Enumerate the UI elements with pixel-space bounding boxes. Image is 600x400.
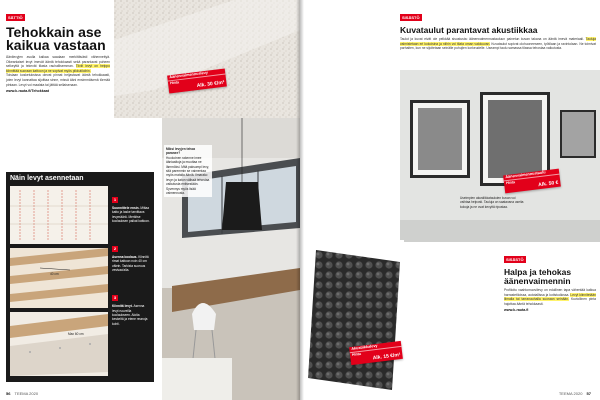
right-kicker: SISÄSTÖ	[402, 15, 420, 20]
step-number-1: 1	[113, 197, 117, 202]
callout-title: Miksi levyjen tehoa paranee?	[166, 147, 196, 156]
step-2-head: Asenna koolaus.	[112, 255, 138, 260]
spread-fold-shadow	[296, 0, 304, 400]
price-tag-left-product: Äänenvaimennuslevy	[167, 69, 225, 82]
howto-step-3	[112, 286, 150, 325]
dimension-label-1: 40 cm	[50, 272, 59, 276]
price-tag-foam-product: Akustiikkalevy	[349, 341, 401, 353]
callout-box	[164, 145, 212, 197]
howto-step-1	[112, 188, 150, 223]
price-tag-right-label: Hinta	[505, 180, 516, 186]
foam-body	[504, 288, 596, 306]
right-body-p2: Kuvataulut sopivat olohuoneeseen, työtilaan ja ravintolaan. Ne toimivat parhaiten, kun ne sijoitetaan seinälle puhujien korkeudelle. Useampi taulu samassa tilassa tehostaa vaikutusta.	[400, 41, 596, 51]
right-body-highlight: Tauluja valmistetaan eri kokoisina ja niihin voi tilata oman valokuvan.	[400, 37, 596, 46]
right-article-text	[400, 6, 596, 51]
price-tag-right-price: Alk. 50 €	[537, 179, 559, 189]
step-number-3: 3	[113, 295, 117, 301]
howto-step-2	[112, 237, 150, 272]
howto-title: Näin levyt asennetaan	[10, 175, 84, 182]
foam-body-p2: Kuviollinen pinta hajottaa ääntä tehokkaasti.	[504, 297, 596, 306]
step-1-head: Suunnittele ensin.	[112, 206, 140, 210]
step-3-text: Asenna levyt ruuveilla koolaukseen. Aloita keskeltä ja etene reunoja kohti.	[112, 304, 148, 326]
left-shop-link[interactable]: www.k-rauta.fi/Tehokkaat	[6, 89, 49, 94]
foam-body-p1: Profiloitu vaahtomuovilevy on edullinen tapa vähentää kaikua harrastetiloissa, autotallissa ja kotistudiossa.	[504, 288, 596, 297]
foam-shop-link[interactable]: www.k-rauta.fi	[504, 308, 529, 313]
step-1-text: Mittaa katto ja laske tarvittava levymäärä. Merkitse koolauksen paikat kattoon.	[112, 206, 150, 223]
price-tag-right-product: Äänenvaimennustaulu	[503, 169, 559, 182]
right-magazine-name: TEEMA 2020	[558, 391, 583, 396]
right-page	[300, 0, 600, 400]
right-body-p1: Taulut ja kuvat eivät ole pelkkää sisustusta: äänenvaimennustauluun painetun kuvan takana on ääntä imevä materiaali.	[400, 37, 584, 41]
price-tag-left-label: Hinta	[169, 80, 180, 86]
left-page-number: 56	[6, 391, 11, 396]
right-caption: Useimpien akustiikkatauluien kuvan voi vaihtaa helposti. Tauluja on saatavana useita kokoja ja ne ovat kevyitä ripustaa.	[460, 196, 524, 209]
left-body	[6, 55, 110, 87]
right-body	[400, 37, 596, 51]
step-2-text: Kiinnitä rimat kattoon noin 40 cm välein. Tarkista suoruus vesivaa'alla.	[112, 255, 149, 273]
left-body-highlight: Tiiviit levyt on helppo kiinnittää suoraan kattoon ja ne sopivat myös pikkutiloihin.	[6, 64, 111, 73]
foam-panel-photo	[304, 240, 404, 396]
foam-kicker: SISÄSTÖ	[506, 257, 524, 262]
left-magazine-name: TEEMA 2020	[14, 391, 39, 396]
howto-steps	[112, 188, 150, 326]
howto-illustration-3	[10, 312, 108, 376]
left-title: Tehokkain ase kaikua vastaan	[6, 24, 106, 53]
left-footer	[6, 391, 38, 396]
callout-body: Huokoinen rakenne imee ääniaaltoja ja muuttaa ne lämmöksi. Mitä paksumpi levy, sitä paremmin se vaimentaa myös matalia ääniä. Ilmarako levyn ja katon välissä tehostaa vaikutusta entisestään. Syvennys myös lisää vaimennusta.	[166, 155, 210, 196]
wall-frames-photo	[400, 70, 600, 242]
left-body-p1: Äänilevyjen avulla kaikaa saadaan merkittävästi vähennettyä. Oikeanlaiset levyt imevät ääntä tehokkaasti sekä parantavat puheen selkeyttä ja tekevät tilasta rauhallisemman.	[6, 55, 110, 69]
foam-title: Halpa ja tehokas äänenvaimennin	[504, 267, 572, 286]
dimension-label-2: Max 60 cm	[68, 332, 84, 336]
right-footer	[559, 391, 594, 396]
price-tag-foam-price: Alk. 15 €/m²	[372, 352, 401, 362]
panel-closeup-photo	[114, 0, 300, 118]
left-body-p2: Toisiaan kosketuksissa olevat pinnat heijastavat ääntä tehokkaasti, joten levyt kannattaa sijoittaa sinne, missä ääni ensimmäisenä törmää pintaan. Levyt voi maalata tai jättää sellaisenaan.	[6, 73, 110, 87]
howto-illustration-2	[10, 248, 108, 308]
howto-illustration-1	[10, 186, 108, 244]
foam-article-text	[504, 248, 596, 312]
left-kicker: SÄTTIÖ	[8, 15, 23, 20]
step-3-head: Kiinnitä levyt.	[112, 304, 133, 309]
price-tag-foam-label: Hinta	[351, 351, 362, 357]
foam-body-highlight: Levyt kiinnitetään liimalla tai tarranauhalla suoraan seinään.	[504, 292, 596, 302]
price-tag-left-price: Alk. 30 €/m²	[196, 79, 225, 90]
right-title: Kuvataulut parantavat akustiikkaa	[400, 25, 538, 35]
left-article-text	[6, 6, 110, 93]
howto-box	[6, 172, 154, 382]
right-page-number: 57	[586, 391, 591, 396]
step-number-2: 2	[113, 246, 117, 252]
